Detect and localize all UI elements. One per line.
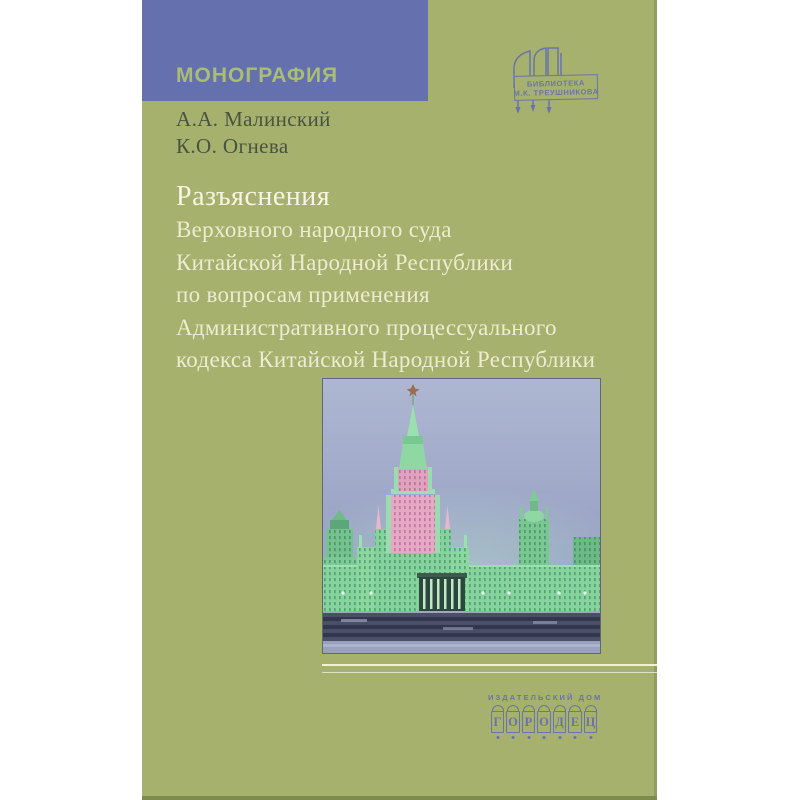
authors-block: [176, 106, 331, 160]
title-line: Административного процессуального: [176, 314, 557, 340]
publisher-logo-letter: О: [537, 711, 551, 733]
book-cover: [142, 0, 657, 800]
title-line: Верховного народного суда: [176, 217, 452, 242]
publisher-logo-letter: Ц: [584, 711, 598, 733]
library-badge-line1: БИБЛИОТЕКА: [526, 77, 586, 89]
series-band: [142, 0, 428, 101]
series-label: МОНОГРАФИЯ: [176, 64, 339, 87]
cover-photo-msu-building: [322, 378, 601, 654]
publisher-logo-letter: Р: [522, 711, 536, 733]
library-badge-line2: М.К. ТРЕУШНИКОВА: [513, 86, 599, 98]
title-line: кодекса Китайской Народной Республики: [176, 347, 596, 372]
publisher-logo-letter: Д: [553, 711, 567, 733]
title-line: Китайской Народной Республики: [176, 249, 514, 275]
publisher-logo-letter: Г: [491, 711, 505, 733]
title-line: Разъяснения: [176, 181, 331, 212]
author-name: К.О. Огнева: [176, 134, 289, 158]
title-line: по вопросам применения: [176, 282, 430, 307]
publisher-logo-letter: Е: [568, 711, 582, 733]
library-badge-box: [514, 74, 599, 101]
divider-line: [322, 664, 657, 673]
publisher-block: [488, 693, 603, 733]
publisher-logo-letter: О: [506, 711, 520, 733]
author-name: А.А. Малинский: [176, 107, 331, 131]
publisher-logo-gorodets: [488, 706, 600, 733]
book-title: [176, 180, 626, 377]
publisher-tagline: ИЗДАТЕЛЬСКИЙ ДОМ: [488, 693, 603, 702]
library-badge: [502, 46, 602, 118]
